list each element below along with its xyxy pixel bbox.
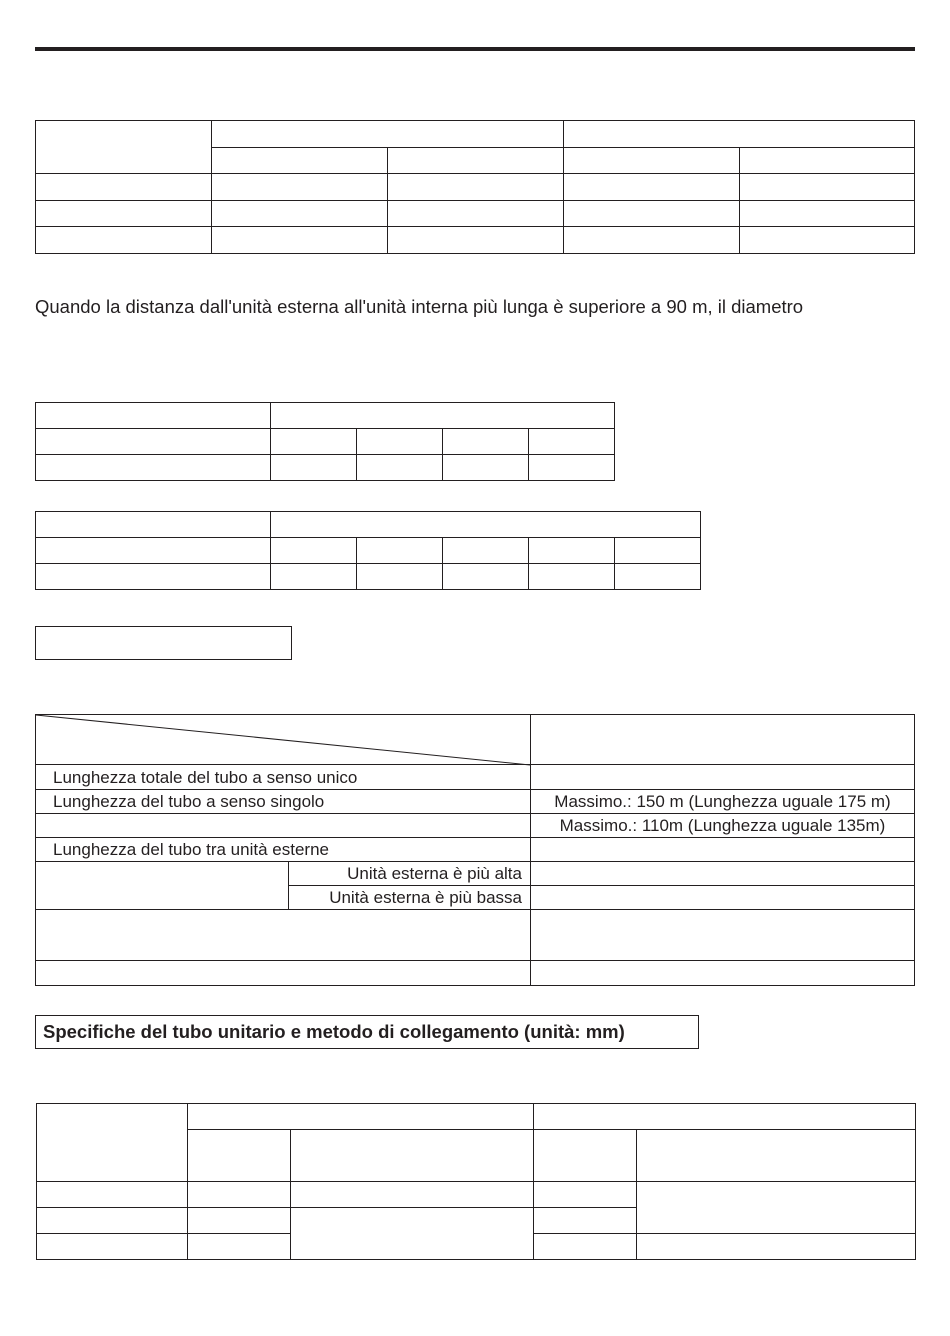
table-cell: [271, 512, 701, 538]
table-cell: [188, 1130, 291, 1182]
row-label: Lunghezza totale del tubo a senso unico: [36, 765, 531, 790]
length-table-wrapper: [35, 714, 914, 989]
height-diff-label: [36, 862, 289, 910]
table-cell: [564, 121, 915, 148]
table-cell: [529, 429, 615, 455]
table-cell: [615, 538, 701, 564]
table-cell: [36, 538, 271, 564]
table-cell: [531, 961, 915, 986]
table-cell: [357, 564, 443, 590]
table-cell: [36, 564, 271, 590]
table-cell: [531, 910, 915, 961]
table-cell: [529, 538, 615, 564]
table-cell: [564, 227, 740, 254]
table-cell: [271, 538, 357, 564]
table-cell: [36, 512, 271, 538]
table-cell: [637, 1130, 916, 1182]
table-cell: [534, 1208, 637, 1234]
table-cell: [291, 1182, 534, 1208]
table-cell: [388, 174, 564, 201]
table-cell: [212, 201, 388, 227]
table-cell: [36, 201, 212, 227]
table-cell: [388, 148, 564, 174]
table-cell: [36, 403, 271, 429]
table-cell: [357, 455, 443, 481]
row-label: Lunghezza del tubo a senso singolo: [36, 790, 531, 814]
empty-heading-box: [35, 626, 292, 660]
table-cell: [188, 1104, 534, 1130]
table-cell: [37, 1182, 188, 1208]
table-cell: [564, 174, 740, 201]
table-cell: [529, 564, 615, 590]
body-paragraph: Quando la distanza dall'unità esterna all'unità interna più lunga è superiore a 90 m, il diametro: [35, 296, 804, 317]
table-cell: [36, 961, 531, 986]
table-cell: [212, 148, 388, 174]
table-cell: [271, 429, 357, 455]
table-cell: [357, 538, 443, 564]
table-cell: [357, 429, 443, 455]
table-cell: [443, 538, 529, 564]
table-cell: [740, 227, 915, 254]
table-cell: [443, 564, 529, 590]
table-cell: [271, 403, 615, 429]
table-cell: [388, 201, 564, 227]
table-cell: [534, 1130, 637, 1182]
row-label: Lunghezza del tubo tra unità esterne: [36, 838, 531, 862]
height-sub-lower: Unità esterna è più bassa: [289, 886, 531, 910]
table-cell: [531, 886, 915, 910]
table-cell: [740, 201, 915, 227]
table-cell: [564, 148, 740, 174]
table-cell: [531, 715, 915, 765]
table-cell: [564, 201, 740, 227]
table-cell: [637, 1234, 916, 1260]
section-heading: Specifiche del tubo unitario e metodo di collegamento (unità: mm): [35, 1015, 699, 1049]
table-cell: [388, 227, 564, 254]
table-cell: [615, 564, 701, 590]
table-cell: [212, 227, 388, 254]
table-cell: [36, 910, 531, 961]
table-cell: [188, 1182, 291, 1208]
table-cell: [37, 1234, 188, 1260]
table-cell: [531, 862, 915, 886]
table-cell: [271, 564, 357, 590]
height-sub-upper: Unità esterna è più alta: [289, 862, 531, 886]
table-cell: [212, 174, 388, 201]
table-cell: [37, 1208, 188, 1234]
table-cell: [291, 1208, 534, 1260]
table-cell: [212, 121, 564, 148]
table-cell: [36, 455, 271, 481]
table-cell: [36, 174, 212, 201]
pipe-table-3: [35, 511, 701, 590]
table-cell: [36, 227, 212, 254]
table-cell: [534, 1182, 637, 1208]
table-cell: [188, 1208, 291, 1234]
table-cell: [188, 1234, 291, 1260]
row-value: [531, 765, 915, 790]
table-cell: [443, 429, 529, 455]
table-cell: [443, 455, 529, 481]
table-cell: [36, 121, 212, 174]
table-cell: [637, 1182, 916, 1234]
table-cell: [534, 1104, 916, 1130]
diagonal-line: [35, 714, 531, 766]
table-cell: [271, 455, 357, 481]
table-cell: [740, 148, 915, 174]
table-cell: [37, 1104, 188, 1182]
table-cell: [740, 174, 915, 201]
top-rule: [35, 47, 915, 51]
table-cell: [36, 429, 271, 455]
row-value: Massimo.: 110m (Lunghezza uguale 135m): [531, 814, 915, 838]
table-cell: [291, 1130, 534, 1182]
row-label: [36, 814, 531, 838]
pipe-table-1: [35, 120, 915, 254]
row-value: [531, 838, 915, 862]
pipe-spec-table: [36, 1103, 916, 1260]
table-cell: [534, 1234, 637, 1260]
pipe-table-2: [35, 402, 615, 481]
table-cell: [529, 455, 615, 481]
row-value: Massimo.: 150 m (Lunghezza uguale 175 m): [531, 790, 915, 814]
